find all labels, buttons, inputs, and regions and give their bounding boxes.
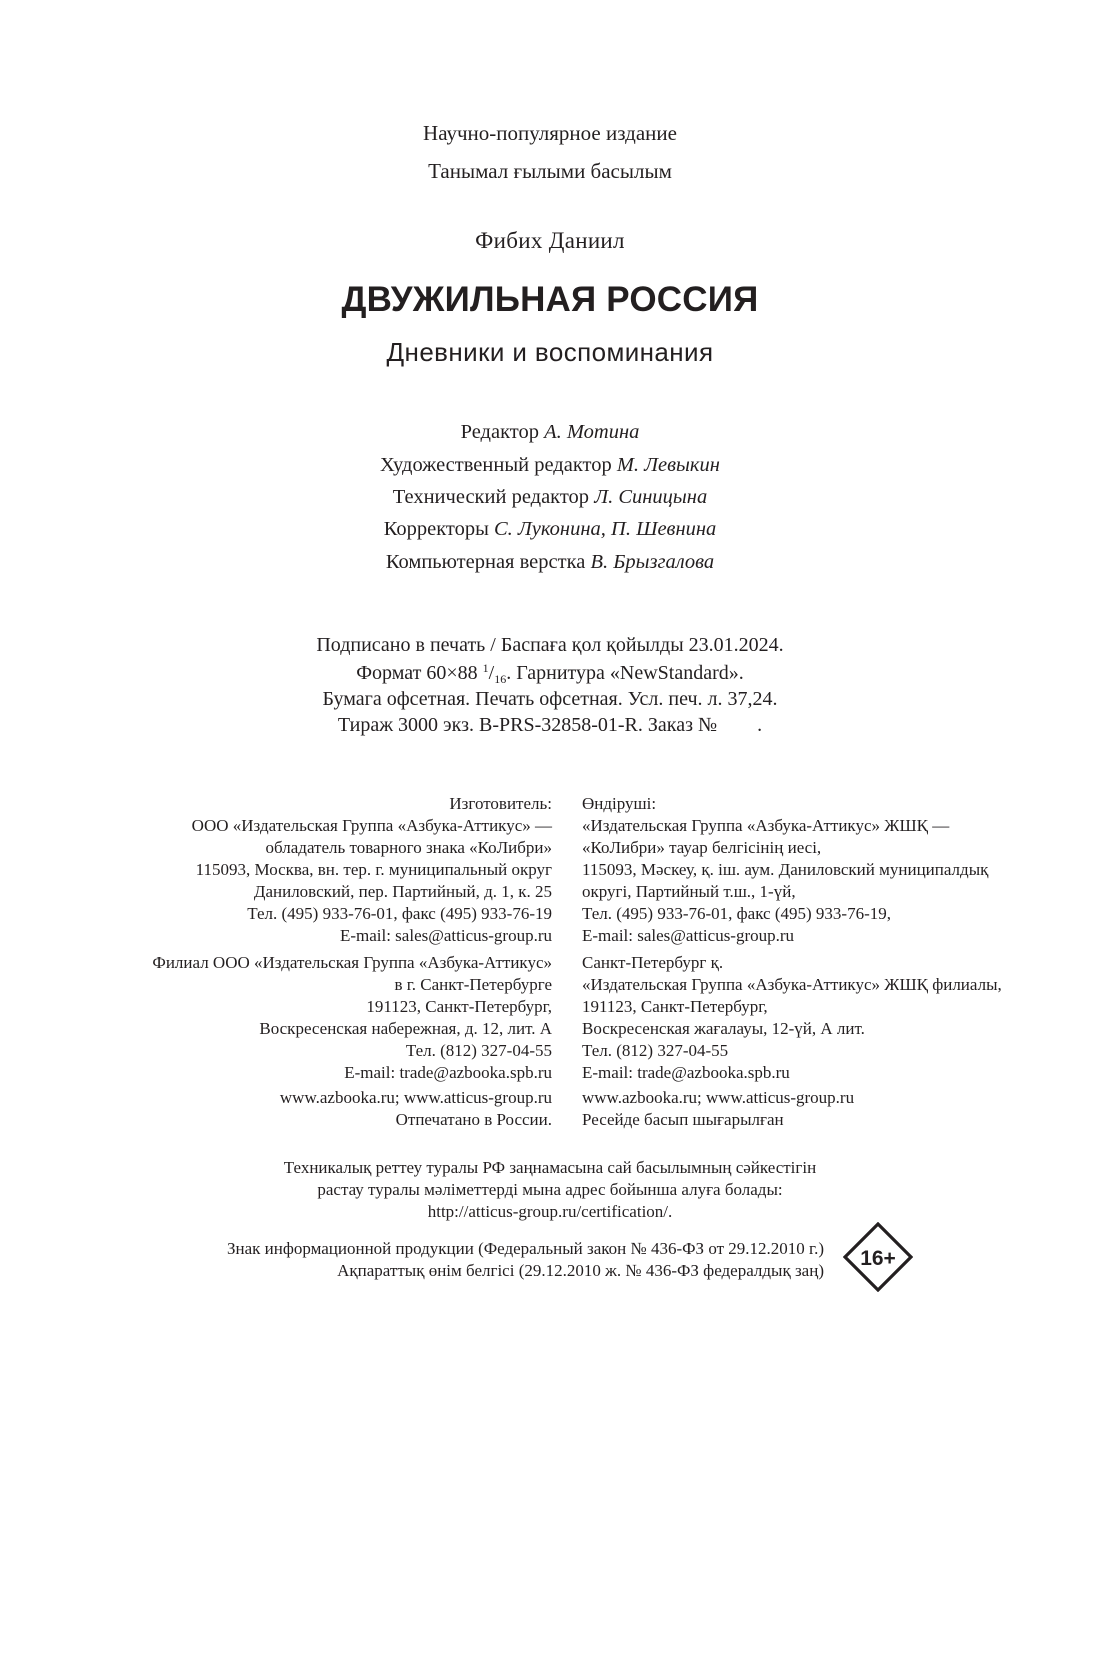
manufacturer-ru-line: 115093, Москва, вн. тер. г. муниципальный округ [195, 860, 552, 879]
credit-line [0, 551, 1100, 574]
branch-kz-line: Тел. (812) 327-04-55 [582, 1041, 729, 1060]
branch-ru-line: 191123, Санкт-Петербург, [366, 997, 552, 1016]
manufacturer-kz-line: Тел. (495) 933-76-01, факс (495) 933-76-19, [582, 904, 891, 923]
web-ru-line: Отпечатано в России. [395, 1110, 552, 1129]
certification-line: Техникалық реттеу туралы РФ заңнамасына сай басылымның сәйкестігін [283, 1158, 817, 1177]
manufacturer-kz-line: «КоЛибри» тауар белгісінің иесі, [582, 838, 822, 857]
manufacturer-ru-line: Изготовитель: [449, 794, 552, 813]
manufacturer-ru-line: E-mail: sales@atticus-group.ru [339, 926, 552, 945]
credit-name: Л. Синицына [594, 486, 708, 508]
branch-kz-line: «Издательская Группа «Азбука-Аттикус» ЖШҚ филиалы, [582, 975, 1002, 994]
credit-name: В. Брызгалова [590, 551, 715, 573]
branch-ru-line: Тел. (812) 327-04-55 [405, 1041, 552, 1060]
web-kz [582, 1087, 854, 1131]
manufacturer-kz-line: E-mail: sales@atticus-group.ru [582, 926, 795, 945]
format-suffix: . Гарнитура «NewStandard». [506, 662, 744, 684]
credit-role: Компьютерная верстка [385, 551, 586, 573]
print-run-text: Тираж 3000 экз. В-PRS-32858-01-R. Заказ № [337, 714, 718, 736]
signed-for-print: Подписано в печать / Баспаға қол қойылды 23.01.2024. [316, 634, 784, 656]
author-name: Фибих Даниил [475, 228, 625, 253]
paper-line: Бумага офсетная. Печать офсетная. Усл. печ. л. 37,24. [322, 688, 778, 710]
series-label-ru: Научно-популярное издание [423, 121, 677, 145]
book-title: ДВУЖИЛЬНАЯ РОССИЯ [341, 280, 759, 319]
credit-role: Корректоры [383, 518, 489, 540]
web-kz-line: Ресейде басып шығарылған [582, 1110, 784, 1129]
manufacturer-kz [582, 793, 988, 947]
web-ru [280, 1087, 552, 1131]
credit-role: Технический редактор [392, 486, 590, 508]
manufacturer-ru-line: обладатель товарного знака «КоЛибри» [265, 838, 552, 857]
series-label-kz: Танымал ғылыми басылым [428, 159, 672, 183]
format-prefix: Формат 60×88 [356, 662, 478, 684]
credit-line [0, 518, 1100, 541]
manufacturer-ru [192, 793, 552, 947]
certification-url: http://atticus-group.ru/certification/. [427, 1202, 673, 1221]
credit-name: А. Мотина [544, 421, 640, 443]
manufacturer-ru-line: Тел. (495) 933-76-01, факс (495) 933-76-19 [247, 904, 552, 923]
credit-line [0, 421, 1100, 444]
format-line [0, 661, 1100, 687]
branch-ru-line: Воскресенская набережная, д. 12, лит. А [259, 1019, 552, 1038]
manufacturer-kz-line: 115093, Мәскеу, қ. іш. аум. Даниловский муниципалдық [582, 860, 989, 879]
format-slash: / [488, 662, 495, 684]
branch-ru [152, 952, 552, 1084]
manufacturer-ru-line: ООО «Издательская Группа «Азбука-Аттикус» — [191, 816, 552, 835]
branch-kz-line: E-mail: trade@azbooka.spb.ru [582, 1063, 790, 1082]
manufacturer-kz-line: Өндіруші: [582, 794, 657, 813]
branch-ru-line: E-mail: trade@azbooka.spb.ru [344, 1063, 552, 1082]
print-run-line [0, 714, 1100, 737]
info-sign-line-ru: Знак информационной продукции (Федеральный закон № 436-ФЗ от 29.12.2010 г.) [226, 1239, 824, 1258]
format-numerator: 1 [482, 661, 489, 675]
web-kz-line: www.azbooka.ru; www.atticus-group.ru [582, 1088, 855, 1107]
manufacturer-kz-line: «Издательская Группа «Азбука-Аттикус» ЖШҚ — [582, 816, 950, 835]
info-sign-line-kz: Ақпараттық өнім белгісі (29.12.2010 ж. № 436-ФЗ федералдық заң) [337, 1261, 824, 1280]
age-rating-badge-icon [843, 1222, 913, 1292]
branch-ru-line: Филиал ООО «Издательская Группа «Азбука-Аттикус» [152, 953, 552, 972]
branch-kz-line: Санкт-Петербург қ. [582, 953, 724, 972]
print-run-end: . [757, 714, 763, 736]
credit-name: М. Левыкин [616, 454, 720, 476]
manufacturer-kz-line: округі, Партийный т.ш., 1-үй, [582, 882, 796, 901]
credit-role: Редактор [460, 421, 539, 443]
format-denominator: 16 [494, 672, 507, 686]
age-rating-text: 16+ [860, 1247, 896, 1270]
credit-line [0, 454, 1100, 477]
credit-role: Художественный редактор [380, 454, 612, 476]
manufacturer-ru-line: Даниловский, пер. Партийный, д. 1, к. 25 [253, 882, 552, 901]
credit-line [0, 486, 1100, 509]
branch-ru-line: в г. Санкт-Петербурге [394, 975, 552, 994]
credit-name: С. Луконина, П. Шевнина [493, 518, 717, 540]
web-ru-line: www.azbooka.ru; www.atticus-group.ru [279, 1088, 552, 1107]
certification-line: растау туралы мәліметтерді мына адрес бойынша алуға болады: [317, 1180, 783, 1199]
branch-kz-line: Воскресенская жағалауы, 12-үй, А лит. [582, 1019, 865, 1038]
info-product-sign [227, 1238, 824, 1282]
branch-kz-line: 191123, Санкт-Петербург, [582, 997, 768, 1016]
branch-kz [582, 952, 1002, 1084]
book-subtitle: Дневники и воспоминания [386, 337, 714, 367]
